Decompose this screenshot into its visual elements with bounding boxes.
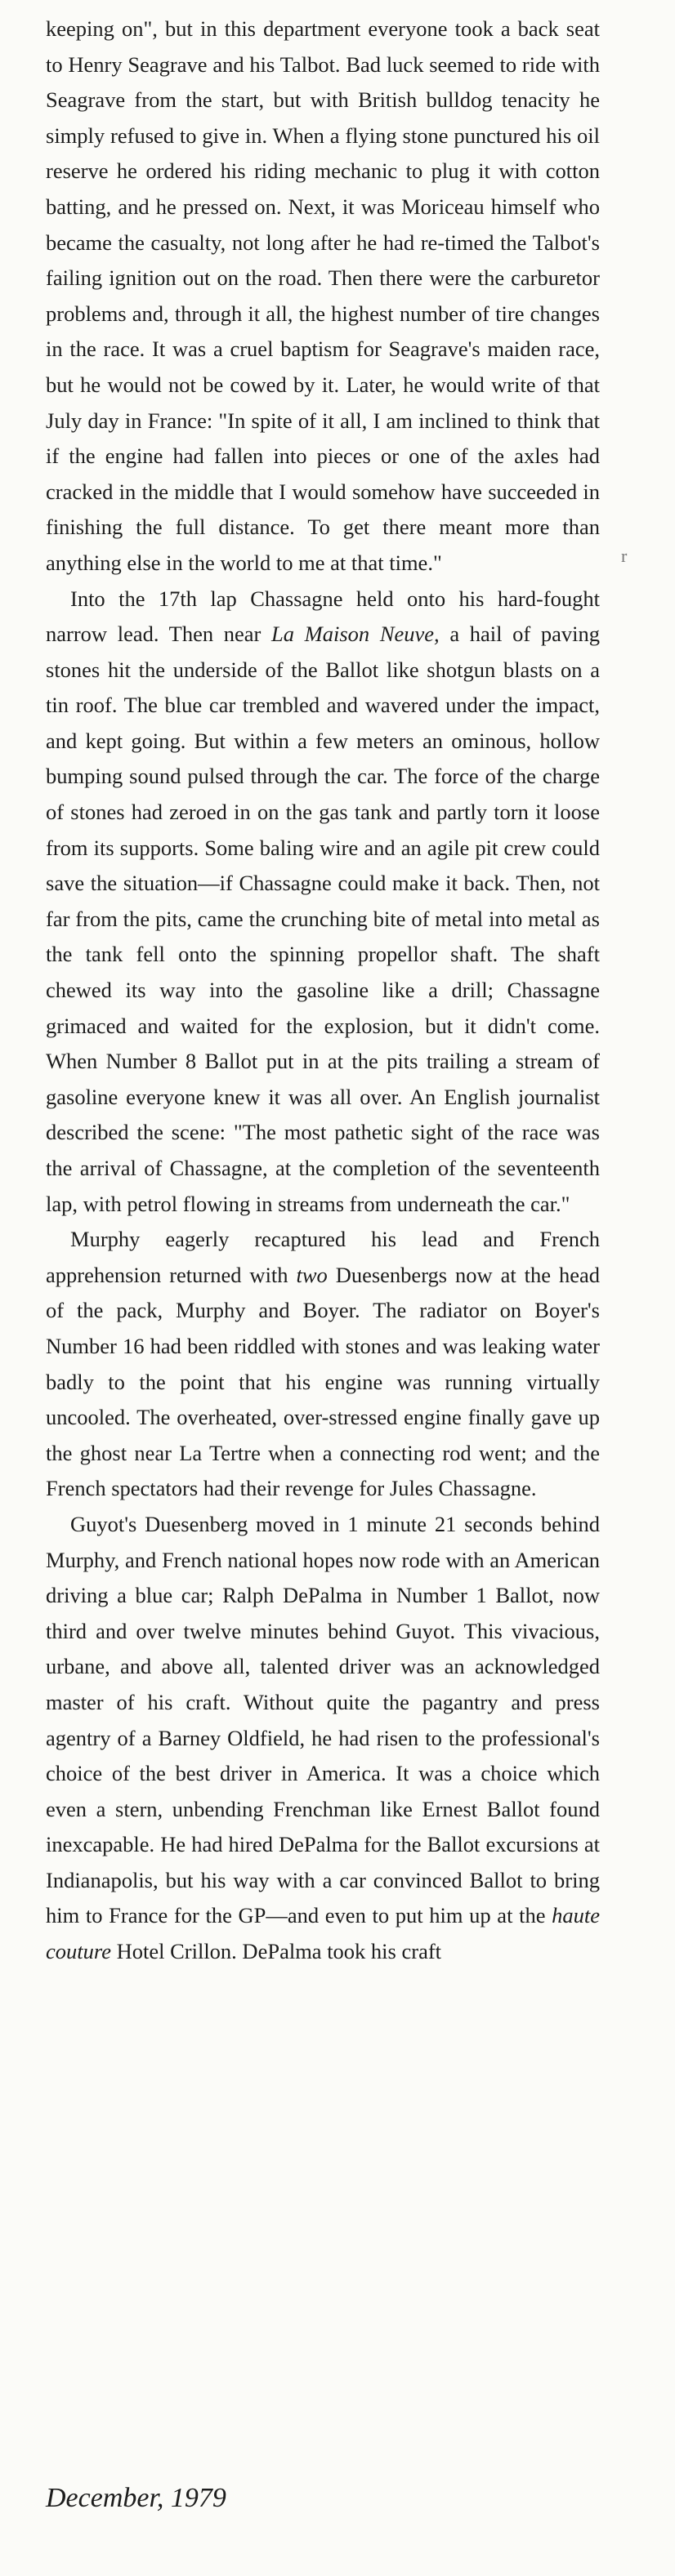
- paragraph-2: [46, 582, 600, 1223]
- emphasis-haute-couture: haute couture: [46, 1903, 600, 1964]
- paragraph-1: [46, 11, 600, 582]
- margin-pencil-mark: r: [621, 546, 628, 566]
- paragraph-1-text: keeping on", but in this department everyone took a back seat to Henry Seagrave and his Talbot. Bad luck seemed to ride with Seagrave from the start, but with British bulldog tenacity he simply refused to give in. When a flying stone punctured his oil reserve he ordered his riding mechanic to plug it with cotton batting, and he pressed on. Next, it was Moriceau himself who became the casualty, not long after he had re-timed the Talbot's failing ignition out on the road. Then there were the carburetor problems and, through it all, the highest number of tire changes in the race. It was a cruel baptism for Seagrave's maiden race, but he would not be cowed by it. Later, he would write of that July day in France: "In spite of it all, I am inclined to think that if the engine had fallen into pieces or one of the axles had cracked in the middle that I would somehow have succeeded in finishing the full distance. To get there meant more than anything else in the world to me at that time.": [46, 16, 600, 575]
- paragraph-2-text-a: Into the 17th lap Chassagne held onto his hard-fought narrow lead. Then near: [46, 586, 600, 647]
- paragraph-3-text-b: Duesenbergs now at the head of the pack, Murphy and Boyer. The radiator on Boyer's Number 16 had been riddled with stones and was leaking water badly to the point that his engine was running virtually uncooled. The overheated, over-stressed engine finally gave up the ghost near La Tertre when a connecting rod went; and the French spectators had their revenge for Jules Chassagne.: [46, 1262, 600, 1501]
- paragraph-2-text-b: a hail of paving stones hit the underside of the Ballot like shotgun blasts on a tin roof. The blue car trembled and wavered under the impact, and kept going. But within a few meters an ominous, hollow bumping sound pulsed through the car. The force of the charge of stones had zeroed in on the gas tank and partly torn it loose from its supports. Some baling wire and an agile pit crew could save the situation—if Chassagne could make it back. Then, not far from the pits, came the crunching bite of metal into metal as the tank fell onto the spinning propellor shaft. The shaft chewed its way into the gasoline like a drill; Chassagne grimaced and waited for the explosion, but it didn't come. When Number 8 Ballot put in at the pits trailing a stream of gasoline everyone knew it was all over. An English journalist described the scene: "The most pathetic sight of the race was the arrival of Chassagne, at the completion of the seventeenth lap, with petrol flowing in streams from underneath the car.": [46, 622, 600, 1216]
- emphasis-two: two: [296, 1262, 328, 1287]
- article-body: [46, 11, 600, 1970]
- paragraph-4-text-a: Guyot's Duesenberg moved in 1 minute 21 seconds behind Murphy, and French national hopes now rode with an American driving a blue car; Ralph DePalma in Number 1 Ballot, now third and over twelve minutes behind Guyot. This vivacious, urbane, and above all, talented driver was an acknowledged master of his craft. Without quite the pagantry and press agentry of a Barney Oldfield, he had risen to the professional's choice of the best driver in America. It was a choice which even a stern, unbending Frenchman like Ernest Ballot found inexcapable. He had hired DePalma for the Ballot excursions at Indianapolis, but his way with a car convinced Ballot to bring him to France for the GP—and even to put him up at the: [46, 1511, 600, 1928]
- place-name-la-maison-neuve: La Maison Neuve,: [271, 622, 440, 647]
- issue-date-footer: December, 1979: [46, 2483, 226, 2513]
- paragraph-4-text-b: Hotel Crillon. DePalma took his craft: [110, 1939, 442, 1964]
- paragraph-3-text-a: Murphy eagerly recaptured his lead and French apprehension returned with: [46, 1227, 600, 1287]
- paragraph-4: [46, 1507, 600, 1970]
- paragraph-3: [46, 1222, 600, 1507]
